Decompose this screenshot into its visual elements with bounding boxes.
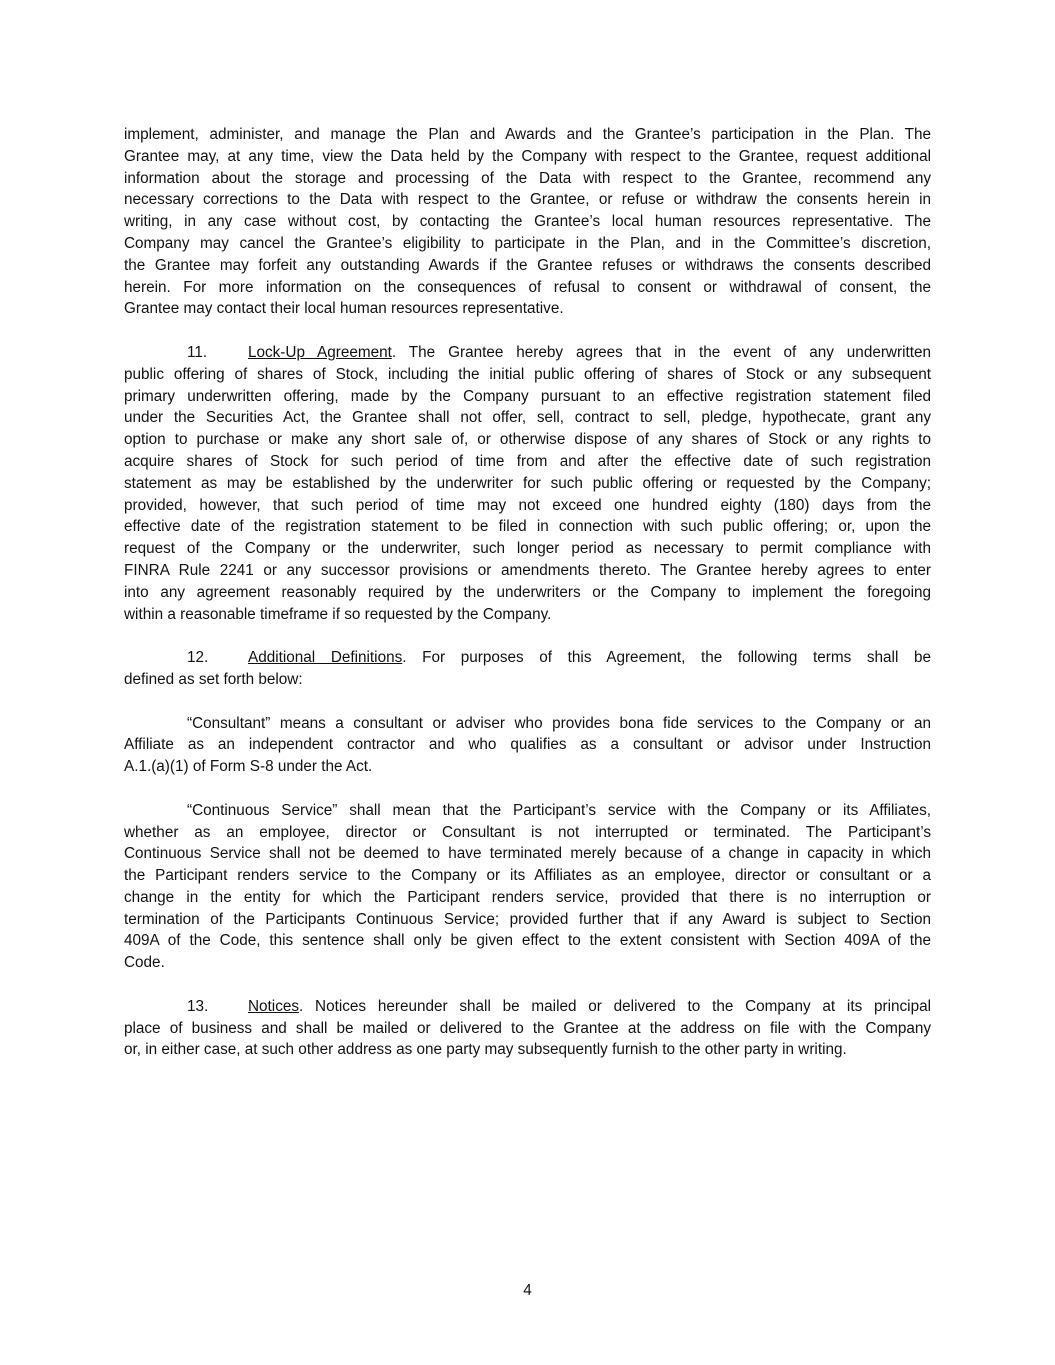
section-text: . Notices hereunder shall be mailed or delivered to the Company at its principal [299,997,931,1015]
definition-consultant [124,713,931,778]
section-11-lock-up [124,342,931,625]
text-line: implement, administer, and manage the Plan and Awards and the Grantee’s participation in the Plan. The [124,126,931,143]
text-line: Grantee may contact their local human resources representative. [124,300,564,318]
section-number: 12. [187,649,209,667]
text-line: defined as set forth below: [124,670,303,688]
text-line: acquire shares of Stock for such period of time from and after the effective date of such registration [124,452,931,470]
section-first-line [124,996,931,1018]
section-text: . The Grantee hereby agrees that in the event of any underwritten [391,343,931,361]
text-line: information about the storage and processing of the Data with respect to the Grantee, recommend any [124,169,931,187]
text-line: option to purchase or make any short sale of, or otherwise dispose of any shares of Stock or any rights to [124,431,931,449]
text-line: place of business and shall be mailed or delivered to the Grantee at the address on file with the Company [124,1019,931,1037]
page-number: 4 [523,1282,532,1299]
text-line: effective date of the registration statement to be filed in connection with such public offering; or, upon the [124,518,931,536]
section-number: 13. [187,997,209,1015]
text-line: or, in either case, at such other address as one party may subsequently furnish to the other party in writing. [124,1041,847,1059]
text-line: “Consultant” means a consultant or adviser who provides bona fide services to the Company or an [187,714,931,732]
text-line: FINRA Rule 2241 or any successor provisions or amendments thereto. The Grantee hereby agrees to enter [124,561,931,579]
section-12-definitions [124,647,931,691]
text-line: 409A of the Code, this sentence shall only be given effect to the extent consistent with Section 409A of the [124,932,931,950]
section-first-line [124,342,931,364]
section-text: . For purposes of this Agreement, the following terms shall be [402,649,932,667]
text-line: the Grantee may forfeit any outstanding Awards if the Grantee refuses or withdraws the consents described [124,256,931,274]
text-line: herein. For more information on the consequences of refusal to consent or withdrawal of consent, the [124,278,931,296]
text-line: request of the Company or the underwriter, such longer period as necessary to permit compliance with [124,540,931,558]
text-line: statement as may be established by the underwriter for such public offering or requested by the Company; [124,474,931,492]
text-line: public offering of shares of Stock, including the initial public offering of shares of Stock or any subsequent [124,365,931,383]
text-line: A.1.(a)(1) of Form S-8 under the Act. [124,758,373,776]
text-line: whether as an employee, director or Consultant is not interrupted or terminated. The Participant’s [124,823,931,841]
text-line: Affiliate as an independent contractor and who qualifies as a consultant or advisor under Instruction [124,736,931,754]
text-line: Code. [124,954,165,972]
section-number: 11. [187,343,208,361]
section-first-line [124,647,931,669]
section-heading: Additional Definitions [248,649,403,667]
text-line: within a reasonable timeframe if so requested by the Company. [124,605,552,623]
section-13-notices [124,996,931,1061]
text-line: into any agreement reasonably required by the underwriters or the Company to implement the foregoing [124,583,931,601]
text-line: “Continuous Service” shall mean that the Participant’s service with the Company or its Affiliates, [187,801,931,819]
document-page [124,124,931,1083]
text-line: Grantee may, at any time, view the Data held by the Company with respect to the Grantee, request additional [124,147,931,165]
text-line: change in the entity for which the Participant renders service, provided that there is no interruption or [124,888,931,906]
text-line: termination of the Participants Continuous Service; provided further that if any Award is subject to Section [124,910,931,928]
definition-continuous-service [124,800,931,974]
section-heading: Lock-Up Agreement [248,343,392,361]
text-line: under the Securities Act, the Grantee shall not offer, sell, contract to sell, pledge, hypothecate, grant any [124,409,931,427]
text-line: Company may cancel the Grantee’s eligibility to participate in the Plan, and in the Committee’s discretion, [124,234,931,252]
text-line: necessary corrections to the Data with respect to the Grantee, or refuse or withdraw the consents herein in [124,191,931,209]
text-line: Continuous Service shall not be deemed to have terminated merely because of a change in capacity in which [124,845,931,863]
text-line: provided, however, that such period of time may not exceed one hundred eighty (180) days from the [124,496,931,514]
text-line: primary underwritten offering, made by the Company pursuant to an effective registration statement filed [124,387,931,405]
text-line: the Participant renders service to the Company or its Affiliates as an employee, director or consultant or a [124,867,931,885]
paragraph-data-consent [124,124,931,320]
text-line: writing, in any case without cost, by contacting the Grantee’s local human resources representative. The [124,213,931,231]
section-heading: Notices [248,997,300,1015]
